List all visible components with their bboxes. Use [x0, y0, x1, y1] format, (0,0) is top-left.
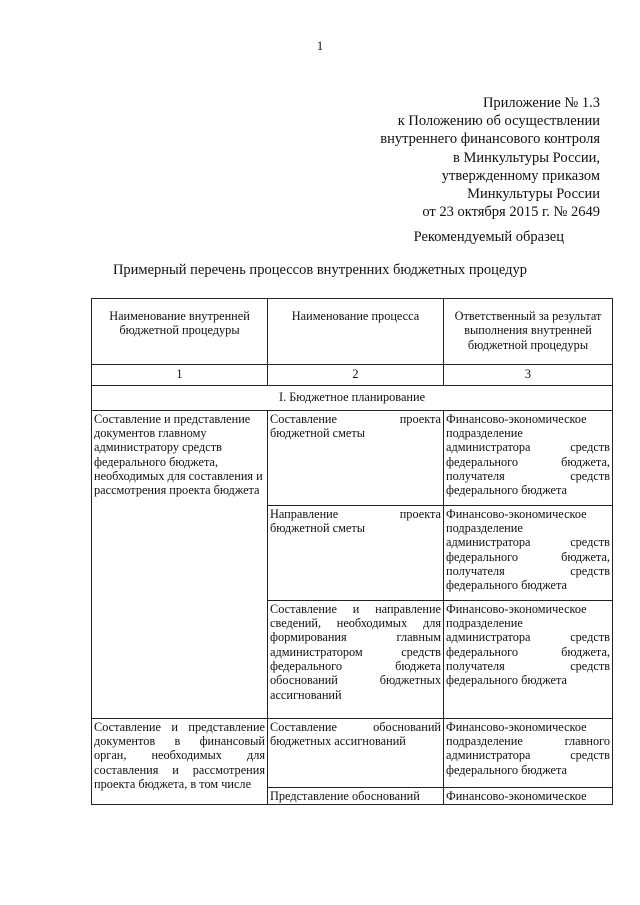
- table-row: [92, 718, 613, 787]
- responsible-cell: Финансово-экономическое подразделение главного администратора средств федерального бюджета: [444, 718, 613, 787]
- procedure-cell: Составление и представление документов в финансовый орган, необходимых для составления и рассмотрения проекта бюджета, в том числе: [92, 718, 268, 804]
- appendix-line: к Положению об осуществлении: [397, 113, 600, 130]
- table-header-row: [92, 299, 613, 365]
- page-number: 1: [316, 38, 324, 53]
- appendix-line: от 23 октября 2015 г. № 2649: [422, 204, 600, 221]
- responsible-cell: Финансово-экономическое: [444, 787, 613, 804]
- section-title: I. Бюджетное планирование: [92, 385, 613, 410]
- column-number-row: [92, 364, 613, 385]
- appendix-line: Минкультуры России: [467, 186, 600, 203]
- table-row: [92, 410, 613, 505]
- column-number: 2: [268, 364, 444, 385]
- responsible-cell: Финансово-экономическое подразделение администратора средств федерального бюджета, получателя средств федерального бюджета: [444, 600, 613, 718]
- process-cell: Составление и направление сведений, необходимых для формирования главным администратором средств федерального бюджета обоснований бюджетных ассигнований: [268, 600, 444, 718]
- column-number: 1: [92, 364, 268, 385]
- appendix-line: Приложение № 1.3: [482, 95, 600, 111]
- process-cell: Представление обоснований: [268, 787, 444, 804]
- process-cell: Составление обоснований бюджетных ассигнований: [268, 718, 444, 787]
- header-cell: Ответственный за результат выполнения внутренней бюджетной процедуры: [444, 299, 613, 365]
- header-cell: Наименование процесса: [268, 299, 444, 365]
- appendix-line: внутреннего финансового контроля: [380, 131, 600, 148]
- responsible-cell: Финансово-экономическое подразделение администратора средств федерального бюджета, получателя средств федерального бюджета: [444, 505, 613, 600]
- document-title: Примерный перечень процессов внутренних бюджетных процедур: [112, 262, 528, 278]
- sample-label: Рекомендуемый образец: [413, 229, 564, 245]
- header-cell: Наименование внутренней бюджетной процедуры: [92, 299, 268, 365]
- column-number: 3: [444, 364, 613, 385]
- procedures-table: [91, 298, 613, 805]
- appendix-line: утвержденному приказом: [441, 167, 600, 184]
- responsible-cell: Финансово-экономическое подразделение администратора средств федерального бюджета, получателя средств федерального бюджета: [444, 410, 613, 505]
- process-cell: Направление проекта бюджетной сметы: [268, 505, 444, 600]
- section-row: [92, 385, 613, 410]
- appendix-line: в Минкультуры России,: [453, 149, 600, 166]
- process-cell: Составление проекта бюджетной сметы: [268, 410, 444, 505]
- appendix-block: [380, 94, 600, 221]
- procedure-cell: Составление и представление документов главному администратору средств федерального бюджета, необходимых для составления и рассмотрения проекта бюджета: [92, 410, 268, 718]
